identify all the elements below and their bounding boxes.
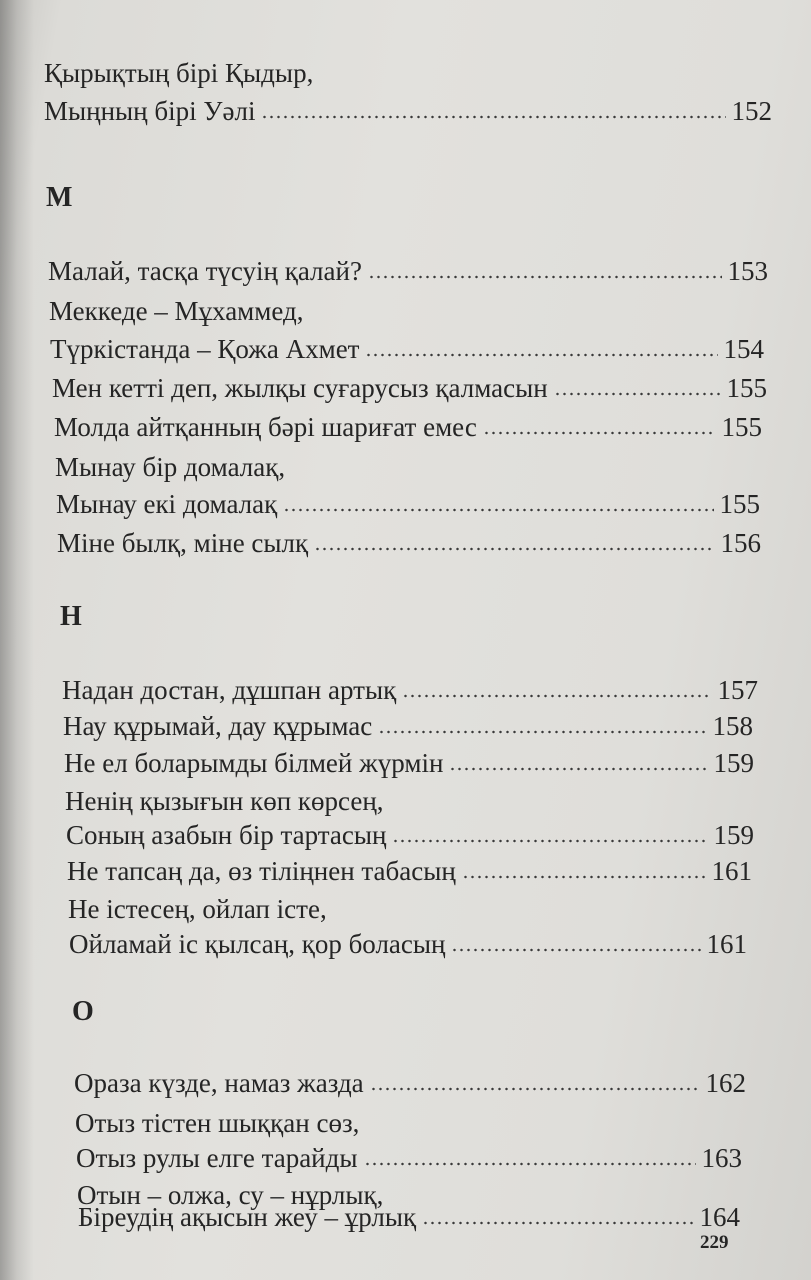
toc-entry-title: Соның азабын бір тартасың bbox=[66, 820, 387, 850]
toc-entry bbox=[76, 1141, 742, 1175]
toc-entry bbox=[66, 818, 754, 852]
toc-entry bbox=[69, 927, 747, 961]
dot-leader bbox=[261, 114, 725, 120]
toc-entry-title: Ораза күзде, намаз жазда bbox=[74, 1068, 364, 1098]
toc-entry-line: Қырықтың бірі Қыдыр, bbox=[44, 58, 314, 88]
dot-leader bbox=[370, 1086, 700, 1092]
toc-entry-title: Не тапсаң да, өз тіліңнен табасың bbox=[67, 856, 456, 886]
toc-page-number: 155 bbox=[719, 489, 760, 519]
toc-page-number: 155 bbox=[726, 373, 767, 403]
toc-entry-title: Отыз рулы елге тарайды bbox=[76, 1143, 358, 1173]
dot-leader bbox=[365, 352, 717, 358]
page-number: 229 bbox=[700, 1232, 729, 1253]
toc-page-number: 162 bbox=[705, 1068, 746, 1098]
toc-entry-title: Надан достан, дұшпан артық bbox=[62, 675, 397, 705]
dot-leader bbox=[378, 729, 706, 735]
toc-entry bbox=[64, 746, 754, 780]
toc-entry bbox=[54, 410, 762, 444]
toc-page-number: 156 bbox=[720, 528, 761, 558]
dot-leader bbox=[314, 546, 714, 552]
dot-leader bbox=[483, 430, 716, 436]
toc-entry-title: Малай, тасқа түсуің қалай? bbox=[48, 256, 362, 286]
section-letter: М bbox=[46, 182, 73, 213]
toc-page-number: 159 bbox=[713, 820, 754, 850]
toc-entry bbox=[74, 1066, 746, 1100]
toc-entry-title: Міне былқ, міне сылқ bbox=[57, 528, 309, 558]
toc-entry-title: Мен кетті деп, жылқы суғарусыз қалмасын bbox=[52, 373, 548, 403]
toc-page-number: 155 bbox=[721, 412, 762, 442]
toc-page-number: 154 bbox=[723, 334, 764, 364]
toc-page-number: 158 bbox=[712, 711, 753, 741]
dot-leader bbox=[364, 1161, 696, 1167]
toc-entry bbox=[52, 371, 767, 405]
toc-entry-title: Түркістанда – Қожа Ахмет bbox=[50, 334, 360, 364]
toc-entry-line: Меккеде – Мұхаммед, bbox=[49, 296, 304, 326]
dot-leader bbox=[451, 947, 700, 953]
toc-page-number: 164 bbox=[699, 1202, 740, 1232]
toc-page-number: 161 bbox=[711, 856, 752, 886]
dot-leader bbox=[392, 838, 707, 844]
toc-entry bbox=[48, 254, 768, 288]
spine-shadow bbox=[0, 0, 34, 1280]
dot-leader bbox=[462, 874, 706, 880]
toc-entry-title: Ойламай іс қылсаң, қор боласың bbox=[69, 929, 446, 959]
toc-entry-title: Нау құрымай, дау құрымас bbox=[63, 711, 373, 741]
dot-leader bbox=[554, 391, 721, 397]
toc-entry-line: Мынау бір домалақ, bbox=[55, 452, 286, 482]
toc-entry-title: Молда айтқанның бәрі шариғат емес bbox=[54, 412, 477, 442]
toc-entry-line: Не істесең, ойлап істе, bbox=[68, 894, 327, 924]
toc-entry bbox=[78, 1200, 740, 1234]
toc-entry-line: Отыз тістен шыққан сөз, bbox=[75, 1108, 360, 1138]
dot-leader bbox=[449, 766, 707, 772]
toc-entry-title: Мыңның бірі Уәлі bbox=[44, 96, 256, 126]
toc-page-number: 157 bbox=[717, 675, 758, 705]
dot-leader bbox=[402, 693, 711, 699]
toc-entry-title: Біреудің ақысын жеу – ұрлық bbox=[78, 1202, 417, 1232]
toc-entry-title: Мынау екі домалақ bbox=[56, 489, 278, 519]
toc-entry bbox=[63, 709, 753, 743]
toc-entry bbox=[62, 673, 758, 707]
toc-page-number: 163 bbox=[701, 1143, 742, 1173]
section-letter: Н bbox=[60, 601, 82, 632]
toc-entry bbox=[50, 332, 764, 366]
dot-leader bbox=[283, 507, 713, 513]
toc-page-number: 152 bbox=[731, 96, 772, 126]
toc-entry-line: Отын – олжа, су – нұрлық, bbox=[77, 1180, 384, 1210]
toc-page-number: 153 bbox=[727, 256, 768, 286]
section-letter: О bbox=[72, 996, 94, 1027]
toc-entry bbox=[67, 854, 752, 888]
toc-entry-line: Ненің қызығын көп көрсең, bbox=[65, 786, 384, 816]
toc-entry bbox=[57, 526, 761, 560]
toc-entry bbox=[44, 94, 772, 128]
toc-entry bbox=[56, 487, 760, 521]
toc-page-number: 159 bbox=[713, 748, 754, 778]
toc-entry-title: Не ел боларымды білмей жүрмін bbox=[64, 748, 444, 778]
toc-page-number: 161 bbox=[706, 929, 747, 959]
dot-leader bbox=[422, 1220, 693, 1226]
dot-leader bbox=[368, 274, 722, 280]
